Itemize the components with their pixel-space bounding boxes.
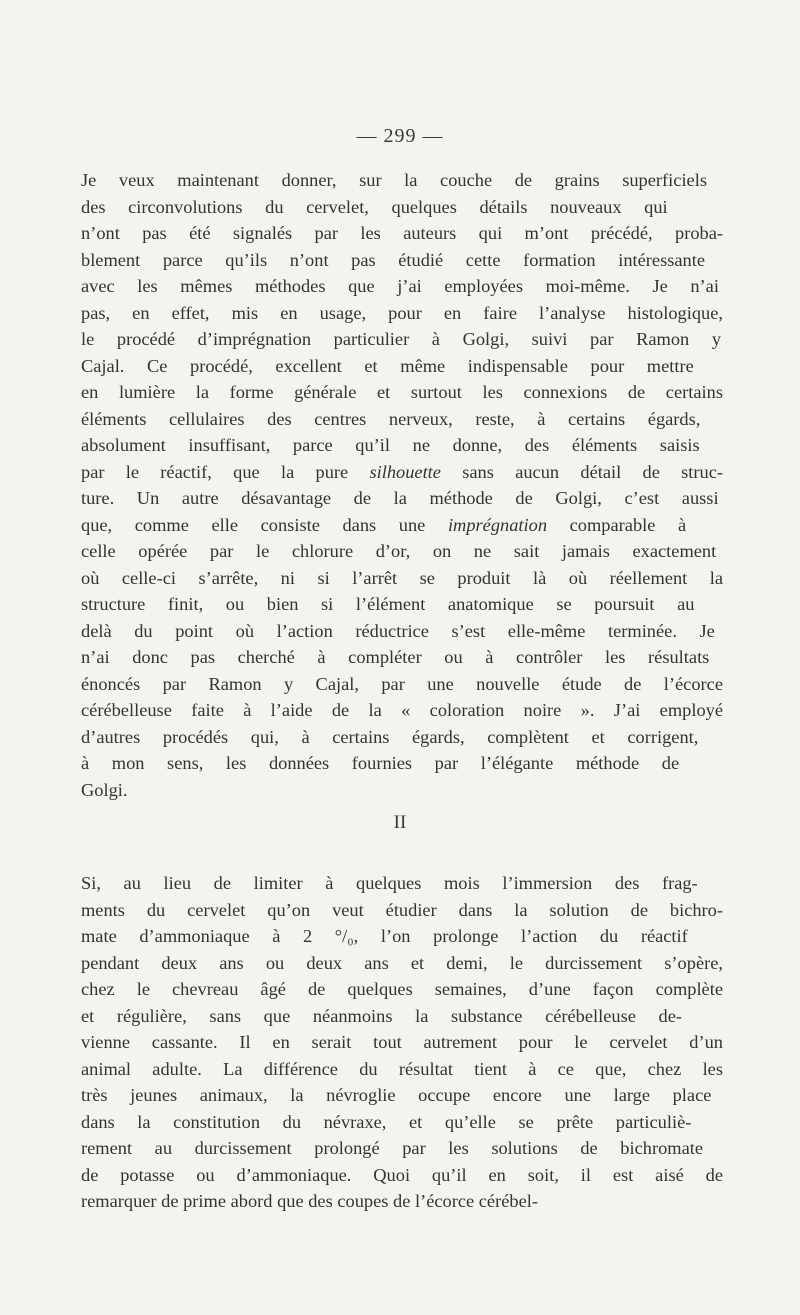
text-line: Cajal. Ce procédé, excellent et même indispensable pour mettre bbox=[81, 355, 694, 376]
text-line: avec les mêmes méthodes que j’ai employées moi-même. Je n’ai bbox=[81, 276, 719, 296]
text-line: où celle-ci s’arrête, ni si l’arrêt se produit là où réellement la bbox=[81, 567, 723, 588]
text-line: ments du cervelet qu’on veut étudier dans la solution de bichro- bbox=[81, 899, 723, 920]
text-line: et régulière, sans que néanmoins la substance cérébelleuse de- bbox=[81, 1005, 683, 1026]
text-line: énoncés par Ramon y Cajal, par une nouvelle étude de l’écorce bbox=[81, 673, 723, 694]
text-line: rement au durcissement prolongé par les solutions de bichromate bbox=[81, 1138, 704, 1158]
text-line: animal adulte. La différence du résultat tient à ce que, chez les bbox=[81, 1058, 723, 1079]
italic-term: imprégnation bbox=[447, 514, 548, 535]
text-line: blement parce qu’ils n’ont pas étudié cette formation intéressante bbox=[81, 249, 706, 270]
text-line: remarquer de prime abord que des coupes de l’écorce cérébel- bbox=[81, 1191, 538, 1211]
text-line: que, comme elle consiste dans une imprégnation comparable à bbox=[81, 514, 687, 535]
paragraph-1 bbox=[81, 167, 723, 803]
text-line: n’ont pas été signalés par les auteurs qui m’ont précédé, proba- bbox=[81, 223, 723, 243]
text-line: à mon sens, les données fournies par l’élégante méthode de bbox=[81, 753, 680, 773]
text-line: par le réactif, que la pure silhouette sans aucun détail de struc- bbox=[81, 461, 723, 482]
text-line: le procédé d’imprégnation particulier à Golgi, suivi par Ramon y bbox=[81, 329, 722, 349]
text-line: absolument insuffisant, parce qu’il ne donne, des éléments saisis bbox=[81, 435, 700, 455]
text-line: structure finit, ou bien si l’élément anatomique se poursuit au bbox=[81, 594, 695, 614]
text-line: Si, au lieu de limiter à quelques mois l’immersion des frag- bbox=[81, 873, 698, 893]
text-line: dans la constitution du névraxe, et qu’elle se prête particuliè- bbox=[81, 1111, 692, 1132]
italic-term: silhouette bbox=[369, 461, 441, 482]
text-line: ture. Un autre désavantage de la méthode de Golgi, c’est aussi bbox=[81, 488, 719, 508]
text-line: d’autres procédés qui, à certains égards, complètent et corrigent, bbox=[81, 726, 699, 747]
text-line: vienne cassante. Il en serait tout autrement pour le cervelet d’un bbox=[81, 1032, 723, 1052]
page-number: — 299 — bbox=[356, 125, 444, 147]
text-line: en lumière la forme générale et surtout les connexions de certains bbox=[81, 382, 723, 402]
text-line: Je veux maintenant donner, sur la couche de grains superficiels bbox=[81, 170, 707, 190]
text-line: n’ai donc pas cherché à compléter ou à contrôler les résultats bbox=[81, 647, 710, 667]
text-line: cérébelleuse faite à l’aide de la « coloration noire ». J’ai employé bbox=[81, 700, 723, 720]
text-line: Golgi. bbox=[81, 779, 128, 800]
text-line: delà du point où l’action réductrice s’est elle-même terminée. Je bbox=[81, 620, 715, 641]
text-line: pas, en effet, mis en usage, pour en faire l’analyse histologique, bbox=[81, 302, 723, 323]
text-line: pendant deux ans ou deux ans et demi, le durcissement s’opère, bbox=[81, 952, 723, 973]
text-line: de potasse ou d’ammoniaque. Quoi qu’il en soit, il est aisé de bbox=[81, 1164, 723, 1185]
text-line: chez le chevreau âgé de quelques semaines, d’une façon complète bbox=[81, 979, 723, 999]
text-line: mate d’ammoniaque à 2 °/₀, l’on prolonge l’action du réactif bbox=[81, 926, 688, 946]
text-line: éléments cellulaires des centres nerveux, reste, à certains égards, bbox=[81, 408, 701, 429]
section-heading: II bbox=[393, 812, 407, 833]
text-line: des circonvolutions du cervelet, quelques détails nouveaux qui bbox=[81, 196, 668, 217]
text-line: très jeunes animaux, la névroglie occupe encore une large place bbox=[81, 1085, 712, 1105]
text-line: celle opérée par le chlorure d’or, on ne sait jamais exactement bbox=[81, 541, 717, 561]
paragraph-2 bbox=[81, 870, 723, 1215]
